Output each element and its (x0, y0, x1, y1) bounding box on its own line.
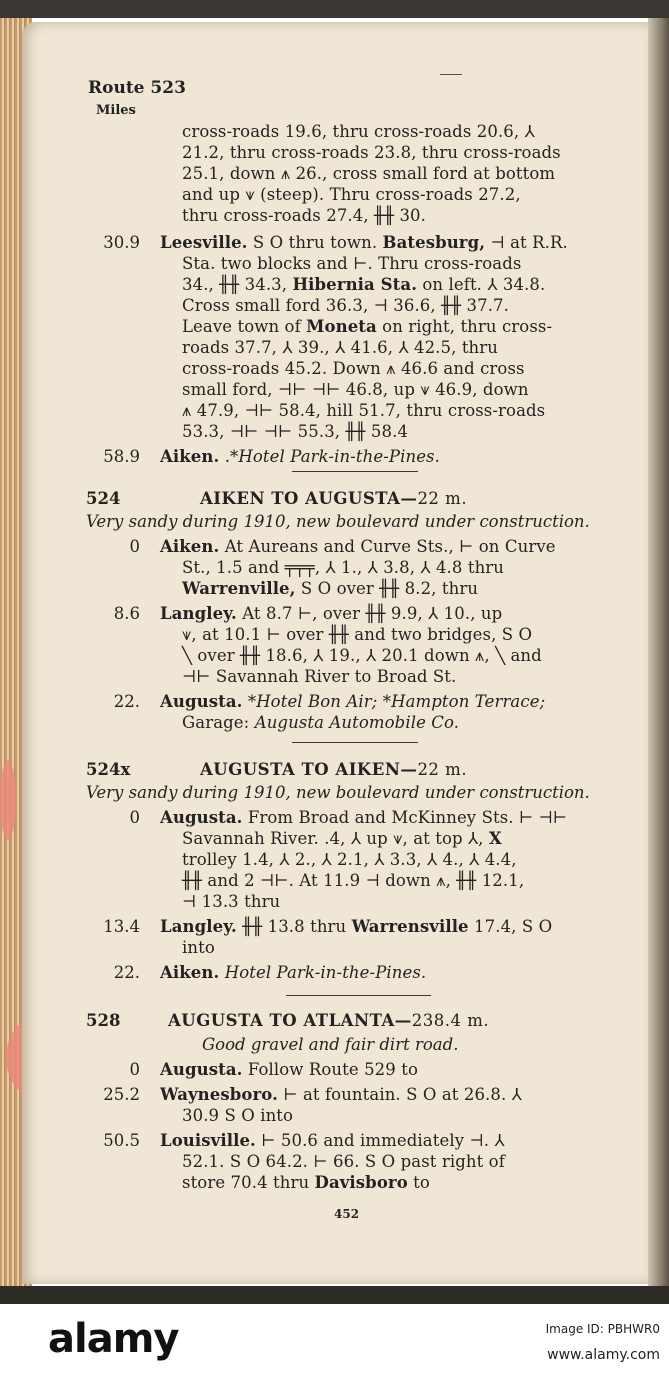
route-523-mile: 58.9 (103, 447, 140, 466)
route-524x-rule (292, 742, 418, 743)
route-524x-title: AUGUSTA TO AIKEN—22 m. (200, 760, 468, 779)
route-523-line: cross-roads 45.2. Down ⩚ 46.6 and cross (182, 359, 525, 378)
route-524x-mile: 0 (129, 808, 140, 827)
route-524x-mile: 22. (113, 963, 140, 982)
route-524-line: Garage: Augusta Automobile Co. (182, 713, 460, 732)
route-528-line: 52.1. S O 64.2. ⊢ 66. S O past right of (182, 1152, 505, 1171)
watermark-image-id: Image ID: PBHWR0 (545, 1322, 660, 1336)
route-524x-line: Langley. ╫╫ 13.8 thru Warrensville 17.4, S O (160, 917, 553, 936)
route-524x-line: trolley 1.4, ⅄ 2., ⅄ 2.1, ⅄ 3.3, ⅄ 4., ⅄ 4.4, (182, 850, 517, 869)
continuation-line: 25.1, down ⩚ 26., cross small ford at bottom (182, 164, 556, 183)
route-524-line: Langley. At 8.7 ⊢, over ╫╫ 9.9, ⅄ 10., up (160, 604, 503, 623)
route-524x-number: 524x (86, 760, 131, 779)
page-number: 452 (334, 1207, 360, 1221)
route-523-line: 53.3, ⊣⊢ ⊣⊢ 55.3, ╫╫ 58.4 (182, 422, 409, 441)
route-528-mile: 0 (129, 1060, 140, 1079)
miles-header: Miles (96, 103, 136, 118)
route-523-mile: 30.9 (103, 233, 140, 252)
continuation-line: cross-roads 19.6, thru cross-roads 20.6, ⅄ (182, 122, 535, 141)
continuation-line: thru cross-roads 27.4, ╫╫ 30. (182, 206, 427, 225)
route-524-mile: 8.6 (113, 604, 140, 623)
route-524-line: Warrenville, S O over ╫╫ 8.2, thru (182, 579, 479, 598)
route-524x-line: Aiken. Hotel Park-in-the-Pines. (160, 963, 427, 982)
route-524-mile: 22. (113, 692, 140, 711)
route-528-mile: 25.2 (103, 1085, 140, 1104)
watermark-logo: alamy (48, 1316, 179, 1362)
route-524x-line: ╫╫ and 2 ⊣⊢. At 11.9 ⊣ down ⩚, ╫╫ 12.1, (182, 871, 525, 890)
book-binding (648, 18, 669, 1286)
route-523-line: Sta. two blocks and ⊢. Thru cross-roads (182, 254, 522, 273)
watermark-url: www.alamy.com (547, 1347, 660, 1363)
route-524x-note: Very sandy during 1910, new boulevard under construction. (86, 783, 590, 802)
route-524-line: St., 1.5 and ╤╤╤, ⅄ 1., ⅄ 3.8, ⅄ 4.8 thru (182, 558, 505, 577)
top-scan-edge (0, 0, 669, 18)
watermark-info (470, 1316, 660, 1368)
route-524-line: ⊣⊢ Savannah River to Broad St. (182, 667, 457, 686)
route-524-note: Very sandy during 1910, new boulevard under construction. (86, 512, 590, 531)
continuation-line: 21.2, thru cross-roads 23.8, thru cross-roads (182, 143, 561, 162)
route-528-note: Good gravel and fair dirt road. (202, 1035, 459, 1054)
route-524-rule (292, 471, 418, 472)
route-524x-line: Savannah River. .4, ⅄ up ⩛, at top ⅄, X (182, 829, 502, 848)
route-528-mile: 50.5 (103, 1131, 140, 1150)
route-523-line: 34., ╫╫ 34.3, Hibernia Sta. on left. ⅄ 34.8. (182, 275, 546, 294)
route-524-title: AIKEN TO AUGUSTA—22 m. (200, 489, 468, 508)
route-524-line: ╲ over ╫╫ 18.6, ⅄ 19., ⅄ 20.1 down ⩚, ╲ and (182, 646, 542, 665)
continuation-line: and up ⩛ (steep). Thru cross-roads 27.2, (182, 185, 521, 204)
route-524x-line: ⊣ 13.3 thru (182, 892, 281, 911)
route-524x-line: into (182, 938, 215, 957)
route-528-line: Waynesboro. ⊢ at fountain. S O at 26.8. ⅄ (160, 1085, 522, 1104)
route-524-line: Aiken. At Aureans and Curve Sts., ⊢ on Curve (160, 537, 556, 556)
bottom-scan-edge (0, 1286, 669, 1304)
route-523-line: roads 37.7, ⅄ 39., ⅄ 41.6, ⅄ 42.5, thru (182, 338, 498, 357)
route-523-line: Leave town of Moneta on right, thru cross- (182, 317, 553, 336)
route-header: Route 523 (88, 78, 186, 98)
route-524-line: ⩛, at 10.1 ⊢ over ╫╫ and two bridges, S O (182, 625, 533, 644)
route-528-line: store 70.4 thru Davisboro to (182, 1173, 430, 1192)
route-524x-line: Augusta. From Broad and McKinney Sts. ⊢ ⊣⊢ (160, 808, 568, 827)
route-528-title: AUGUSTA TO ATLANTA—238.4 m. (168, 1011, 490, 1030)
route-528-line: Louisville. ⊢ 50.6 and immediately ⊣. ⅄ (160, 1131, 505, 1150)
route-528-rule (286, 995, 431, 996)
gilt-dot (0, 760, 16, 840)
route-523-line: Aiken. .*Hotel Park-in-the-Pines. (160, 447, 440, 466)
route-523-line: ⩚ 47.9, ⊣⊢ 58.4, hill 51.7, thru cross-roads (182, 401, 546, 420)
header-dash (440, 74, 462, 75)
route-523-line: Cross small ford 36.3, ⊣ 36.6, ╫╫ 37.7. (182, 296, 509, 315)
route-524-line: Augusta. *Hotel Bon Air; *Hampton Terrace; (160, 692, 546, 711)
route-528-line: Augusta. Follow Route 529 to (160, 1060, 418, 1079)
route-524x-mile: 13.4 (103, 917, 140, 936)
route-524-number: 524 (86, 489, 121, 508)
route-528-line: 30.9 S O into (182, 1106, 294, 1125)
route-528-number: 528 (86, 1011, 121, 1030)
route-523-line: small ford, ⊣⊢ ⊣⊢ 46.8, up ⩛ 46.9, down (182, 380, 529, 399)
route-524-mile: 0 (129, 537, 140, 556)
route-523-line: Leesville. S O thru town. Batesburg, ⊣ at R.R. (160, 233, 568, 252)
